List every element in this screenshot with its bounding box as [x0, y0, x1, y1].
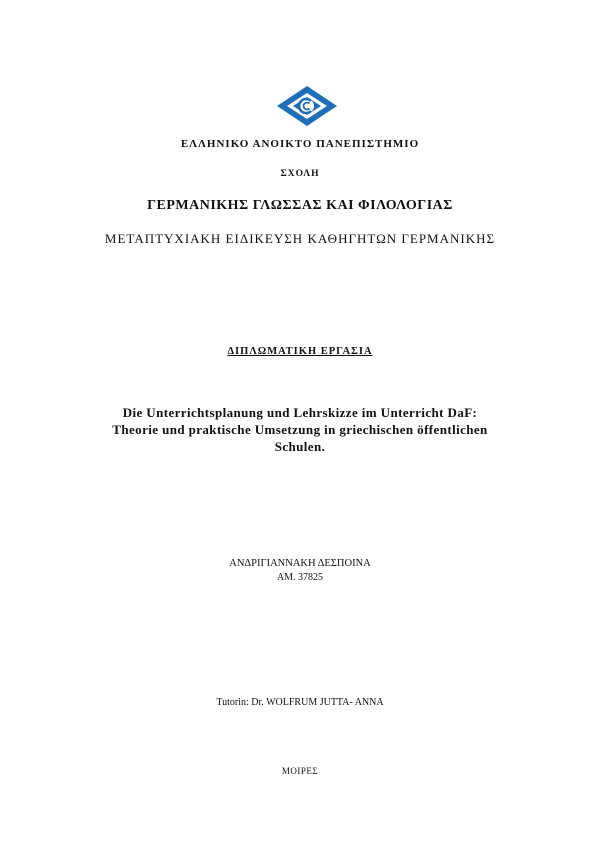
tutor-name: Tutorin: Dr. WOLFRUM JUTTA- ANNA — [216, 697, 384, 708]
university-name: ΕΛΛΗΝΙΚΟ ΑΝΟΙΚΤΟ ΠΑΝΕΠΙΣΤΗΜΙΟ — [180, 138, 420, 150]
thesis-title-line: Die Unterrichtsplanung und Lehrskizze im Unterricht DaF: — [122, 405, 478, 420]
department-name: ΓΕΡΜΑΝΙΚΗΣ ΓΛΩΣΣΑΣ ΚΑΙ ΦΙΛΟΛΟΓΙΑΣ — [147, 198, 453, 213]
document-type: ΔΙΠΛΩΜΑΤΙΚΗ ΕΡΓΑΣΙΑ — [227, 346, 373, 357]
author-name: ΑΝΔΡΙΓΙΑΝΝΑΚΗ ΔΕΣΠΟΙΝΑ — [229, 558, 371, 569]
program-name: ΜΕΤΑΠΤΥΧΙΑΚΗ ΕΙΔΙΚΕΥΣΗ ΚΑΘΗΓΗΤΩΝ ΓΕΡΜΑΝΙΚΗΣ — [104, 231, 496, 246]
university-logo-icon — [276, 85, 338, 127]
student-id: ΑΜ. 37825 — [276, 572, 324, 583]
thesis-title-line: Theorie und praktische Umsetzung in griechischen öffentlichen — [112, 422, 488, 437]
thesis-title — [60, 404, 540, 455]
place-name: ΜΟΙΡΕΣ — [281, 766, 319, 776]
school-label: ΣΧΟΛΗ — [280, 169, 320, 179]
thesis-title-line: Schulen. — [274, 439, 326, 454]
